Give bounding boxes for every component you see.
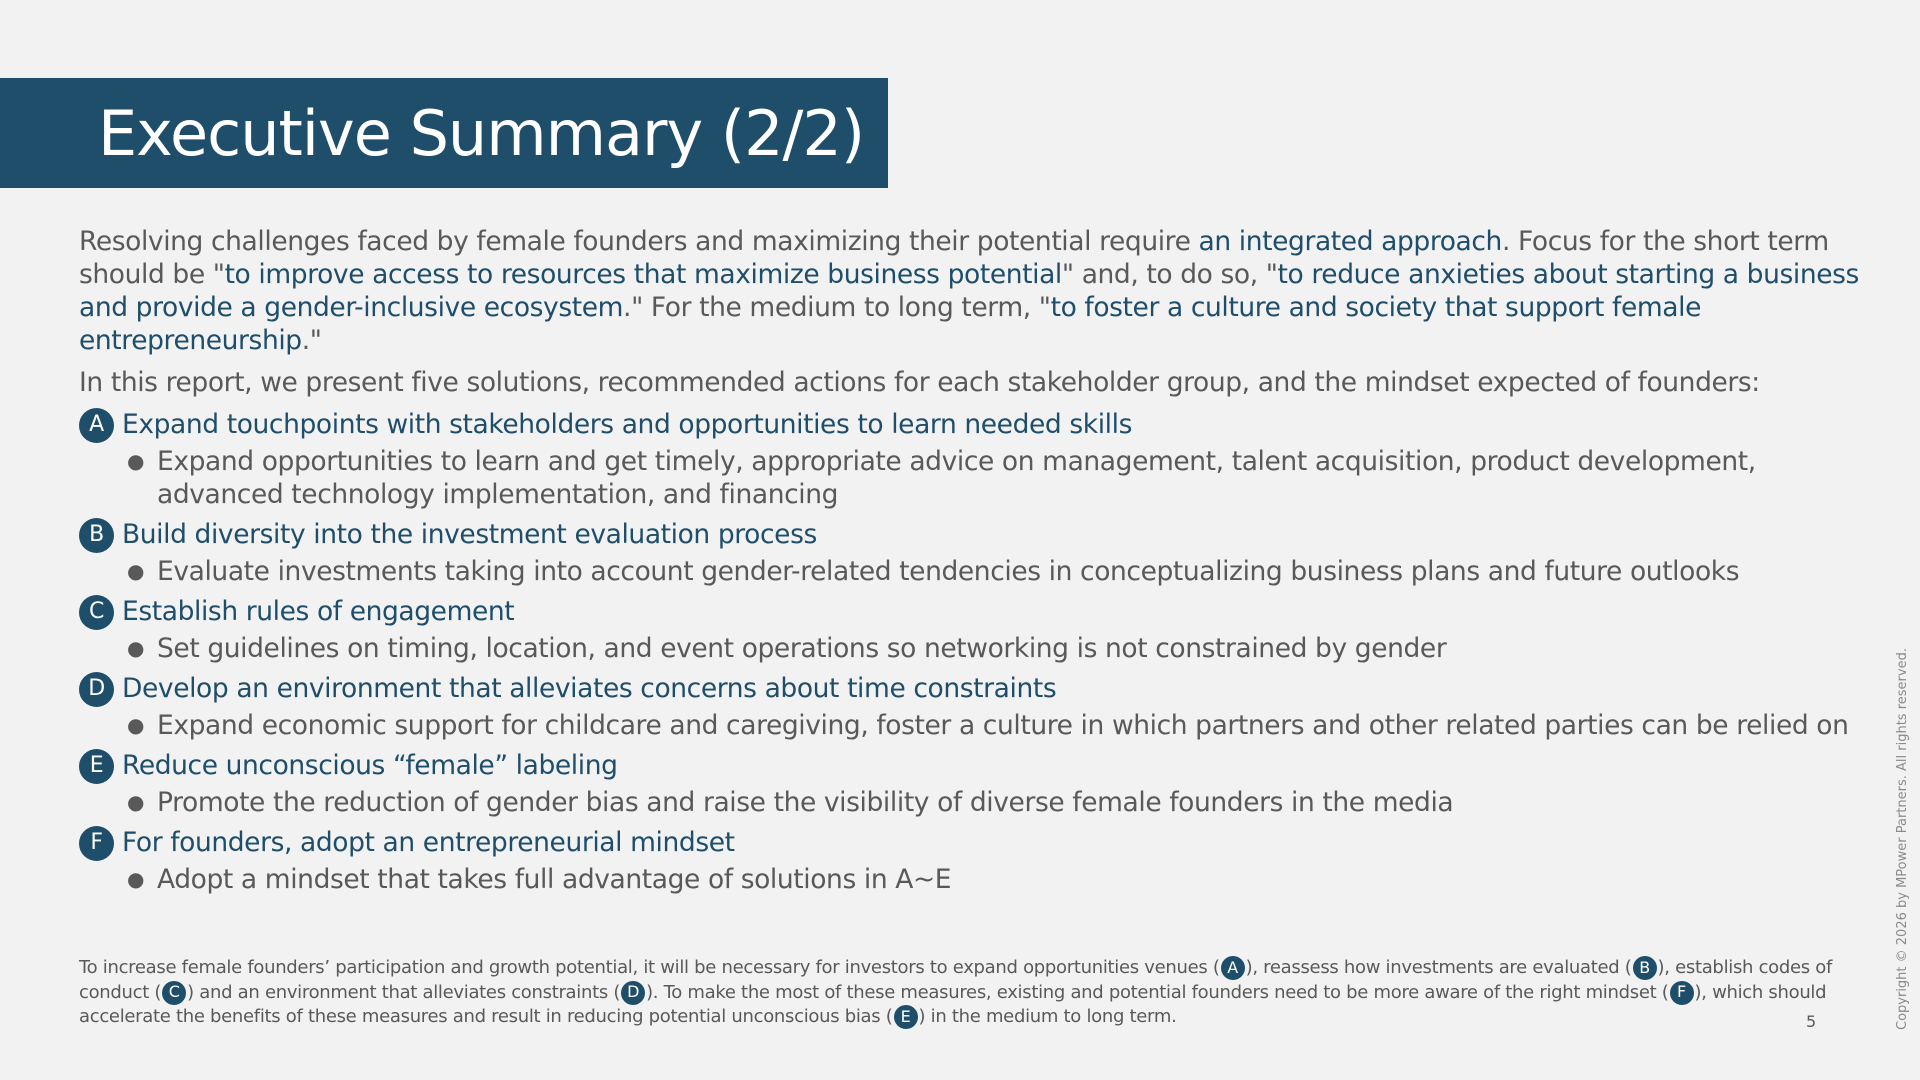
intro-highlight: to reduce anxieties about starting a business and provide a gender-inclusive ecosystem: [79, 259, 1859, 323]
solution-bullet: [79, 555, 1859, 588]
intro-text: ." For the medium to long term, ": [623, 292, 1051, 323]
footnote: [79, 956, 1859, 1030]
solution-d: [79, 669, 1859, 742]
letter-c-mini-badge: C: [162, 981, 186, 1005]
solution-heading-text: Reduce unconscious “female” labeling: [122, 750, 618, 781]
footnote-text: ), establish codes of conduct (: [79, 957, 1833, 1003]
footnote-text: ) in the medium to long term.: [918, 1006, 1177, 1027]
solution-bullet: [79, 445, 1859, 511]
solution-heading-text: Establish rules of engagement: [122, 596, 515, 627]
bullet-dot-icon: ●: [127, 790, 145, 814]
letter-e-badge: E: [79, 749, 114, 784]
lead-sentence: In this report, we present five solutions, recommended actions for each stakeholder group, and the mindset expected of founders:: [79, 367, 1760, 398]
letter-f-badge: F: [79, 826, 114, 861]
solution-bullet-text: Promote the reduction of gender bias and raise the visibility of diverse female founders in the media: [157, 787, 1454, 818]
footnote-text: ). To make the most of these measures, existing and potential founders need to be more aware of the right mindset (: [646, 981, 1669, 1003]
solution-b: [79, 515, 1859, 588]
intro-paragraph: [79, 225, 1859, 357]
solution-bullet-text: Adopt a mindset that takes full advantage of solutions in A~E: [157, 864, 952, 895]
solution-bullet-text: Set guidelines on timing, location, and event operations so networking is not constrained by gender: [157, 633, 1447, 664]
letter-d-mini-badge: D: [621, 981, 645, 1005]
solution-heading-text: For founders, adopt an entrepreneurial mindset: [122, 827, 735, 858]
letter-c-badge: C: [79, 595, 114, 630]
bullet-dot-icon: ●: [127, 559, 145, 583]
title-banner: [0, 78, 888, 188]
page-title: Executive Summary (2/2): [98, 96, 865, 170]
main-content: [79, 225, 1859, 900]
solution-f: [79, 823, 1859, 896]
intro-highlight: to foster a culture and society that support female entrepreneurship: [79, 292, 1701, 356]
footnote-text: ), which should accelerate the benefits of these measures and result in reducing potential unconscious bias (: [79, 981, 1827, 1027]
page-number: 5: [1806, 1012, 1817, 1031]
solution-bullet: [79, 709, 1859, 742]
letter-e-mini-badge: E: [894, 1005, 918, 1029]
footnote-text: To increase female founders’ participation and growth potential, it will be necessary for investors to expand opportunities venues (: [79, 957, 1220, 978]
intro-highlight: to improve access to resources that maximize business potential: [224, 259, 1062, 290]
intro-text: Resolving challenges faced by female founders and maximizing their potential require: [79, 226, 1199, 257]
solution-heading: [79, 515, 1859, 555]
intro-text: . Focus for the short term should be ": [79, 226, 1829, 290]
letter-b-badge: B: [79, 518, 114, 553]
solution-bullet-text: Expand economic support for childcare and caregiving, foster a culture in which partners and other related parties can be relied on: [157, 710, 1849, 741]
letter-a-mini-badge: A: [1221, 956, 1245, 980]
bullet-dot-icon: ●: [127, 713, 145, 737]
letter-d-badge: D: [79, 672, 114, 707]
intro-text: .": [301, 325, 322, 356]
letter-a-badge: A: [79, 408, 114, 443]
copyright-notice: Copyright © 2026 by MPower Partners. All rights reserved.: [1895, 648, 1910, 1030]
solution-bullet: [79, 863, 1859, 896]
bullet-dot-icon: ●: [127, 636, 145, 660]
solution-bullet-text: Expand opportunities to learn and get timely, appropriate advice on management, talent acquisition, product development, advanced technology implementation, and financing: [157, 446, 1756, 510]
solution-heading-text: Develop an environment that alleviates concerns about time constraints: [122, 673, 1057, 704]
solution-c: [79, 592, 1859, 665]
bullet-dot-icon: ●: [127, 867, 145, 891]
letter-b-mini-badge: B: [1633, 956, 1657, 980]
solution-a: [79, 405, 1859, 511]
solution-e: [79, 746, 1859, 819]
footnote-text: ) and an environment that alleviates constraints (: [187, 981, 621, 1003]
solution-heading: [79, 405, 1859, 445]
intro-highlight: an integrated approach: [1198, 226, 1502, 257]
solution-bullet: [79, 632, 1859, 665]
solution-heading: [79, 669, 1859, 709]
letter-f-mini-badge: F: [1670, 981, 1694, 1005]
bullet-dot-icon: ●: [127, 449, 145, 473]
intro-text: " and, to do so, ": [1061, 259, 1278, 290]
footnote-text: ), reassess how investments are evaluated (: [1245, 957, 1632, 978]
solution-heading: [79, 746, 1859, 786]
solution-heading-text: Expand touchpoints with stakeholders and opportunities to learn needed skills: [122, 409, 1132, 440]
solution-heading: [79, 592, 1859, 632]
solution-heading: [79, 823, 1859, 863]
solution-bullet-text: Evaluate investments taking into account gender-related tendencies in conceptualizing business plans and future outlooks: [157, 556, 1740, 587]
solution-bullet: [79, 786, 1859, 819]
solution-heading-text: Build diversity into the investment evaluation process: [122, 519, 817, 550]
